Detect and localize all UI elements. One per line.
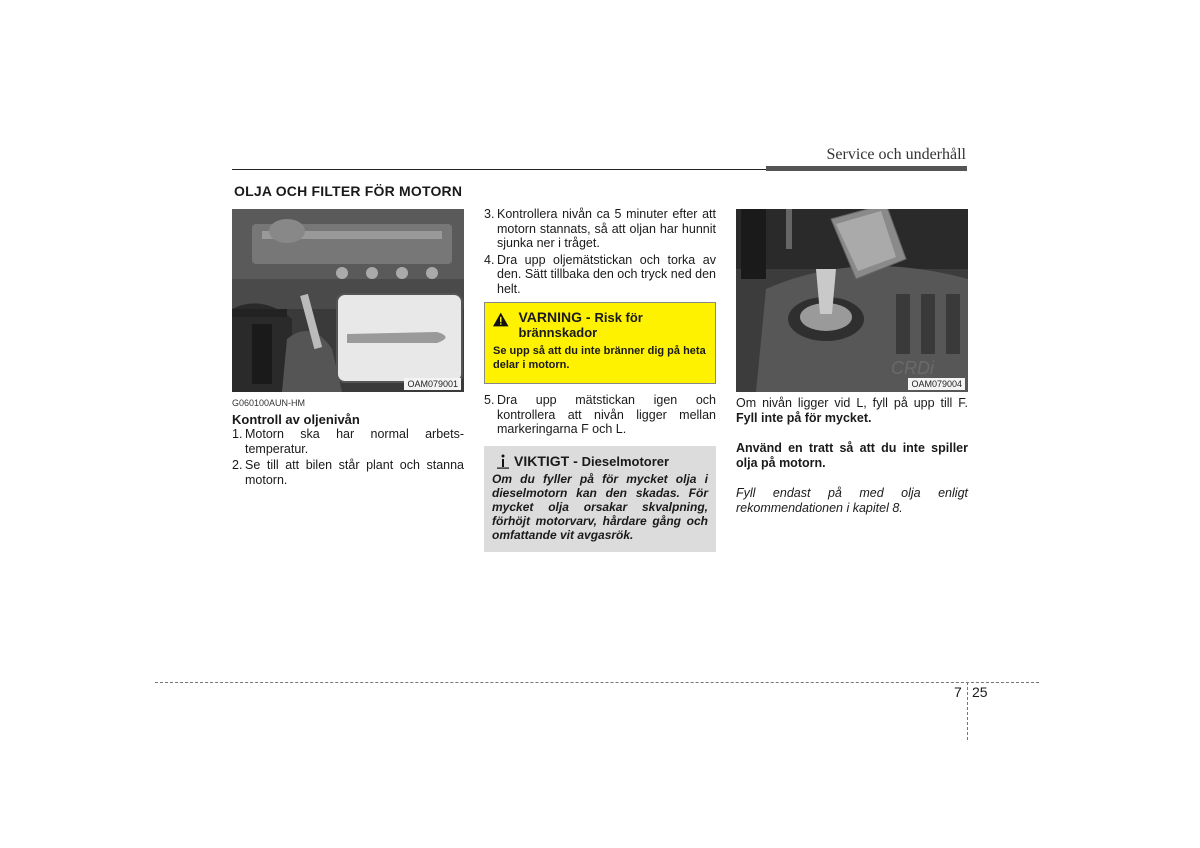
- page-number: 25: [972, 684, 988, 700]
- note-text: Om du fyller på för mycket olja i dieselmotorn kan den skadas. För mycket olja orsakar skvalpning, förhöjt motorvarv, hårdare gång och omfattande vit avgasrök.: [492, 472, 708, 542]
- warning-label: VARNING -: [518, 309, 591, 325]
- oil-funnel-photo: [736, 209, 968, 392]
- list-item: [484, 207, 716, 251]
- list-item: [232, 458, 464, 487]
- photo-code: OAM079001: [404, 378, 461, 390]
- steps-list: [232, 427, 464, 487]
- steps-list: [484, 207, 716, 296]
- paragraph-emphasis: Fyll inte på för mycket.: [736, 410, 872, 425]
- step-number: 5.: [484, 393, 495, 407]
- step-text: Dra upp oljemätstickan och torka av den. Sätt tillbaka den och tryck ned den helt.: [497, 252, 716, 296]
- photo-code: OAM079004: [908, 378, 965, 390]
- step-text: Se till att bilen står plant och stanna motorn.: [245, 458, 464, 487]
- list-item: [232, 427, 464, 456]
- step-number: 2.: [232, 458, 243, 472]
- warning-topic: Risk för brännskador: [518, 310, 643, 340]
- column-middle-lower: [484, 393, 716, 439]
- steps-list: [484, 393, 716, 437]
- paragraph: [736, 396, 968, 425]
- header-accent-bar: [766, 166, 967, 171]
- note-label: VIKTIGT -: [514, 453, 578, 469]
- subsection-title: Kontroll av oljenivån: [232, 411, 360, 427]
- note-topic: Dieselmotorer: [581, 454, 670, 469]
- important-note-box: [484, 446, 716, 552]
- step-text: Kontrollera nivån ca 5 minuter efter att motorn stannats, så att oljan har hunnit sjunka ner i tråget.: [497, 207, 716, 250]
- list-item: [484, 393, 716, 437]
- column-right: [736, 396, 968, 515]
- step-number: 4.: [484, 252, 495, 267]
- column-middle: [484, 207, 716, 298]
- list-item: [484, 253, 716, 297]
- column-left: [232, 396, 464, 489]
- chapter-number: 7: [954, 684, 962, 700]
- section-header: Service och underhåll: [826, 146, 966, 163]
- paragraph-text: Om nivån ligger vid L, fyll på upp till F.: [736, 396, 968, 410]
- reference-code: G060100AUN-HM: [232, 398, 306, 408]
- step-text: Motorn ska har normal arbets-temperatur.: [245, 427, 464, 456]
- engine-dipstick-photo: [232, 209, 464, 392]
- footer-divider: [967, 682, 968, 740]
- warning-box: [484, 302, 716, 384]
- page-title: OLJA OCH FILTER FÖR MOTORN: [234, 183, 463, 199]
- info-icon: [496, 453, 510, 469]
- warning-triangle-icon: [493, 312, 509, 327]
- paragraph: Använd en tratt så att du inte spiller olja på motorn.: [736, 441, 968, 470]
- footer-rule: [155, 682, 1039, 683]
- step-number: 3.: [484, 207, 495, 221]
- step-text: Dra upp mätstickan igen och kontrollera att nivån ligger mellan markeringarna F och L.: [497, 393, 716, 436]
- step-number: 1.: [232, 427, 243, 441]
- paragraph: Fyll endast på med olja enligt rekommendationen i kapitel 8.: [736, 486, 968, 515]
- warning-text: Se upp så att du inte bränner dig på heta delar i motorn.: [493, 345, 706, 371]
- svg-text:CRDi: CRDi: [891, 358, 934, 378]
